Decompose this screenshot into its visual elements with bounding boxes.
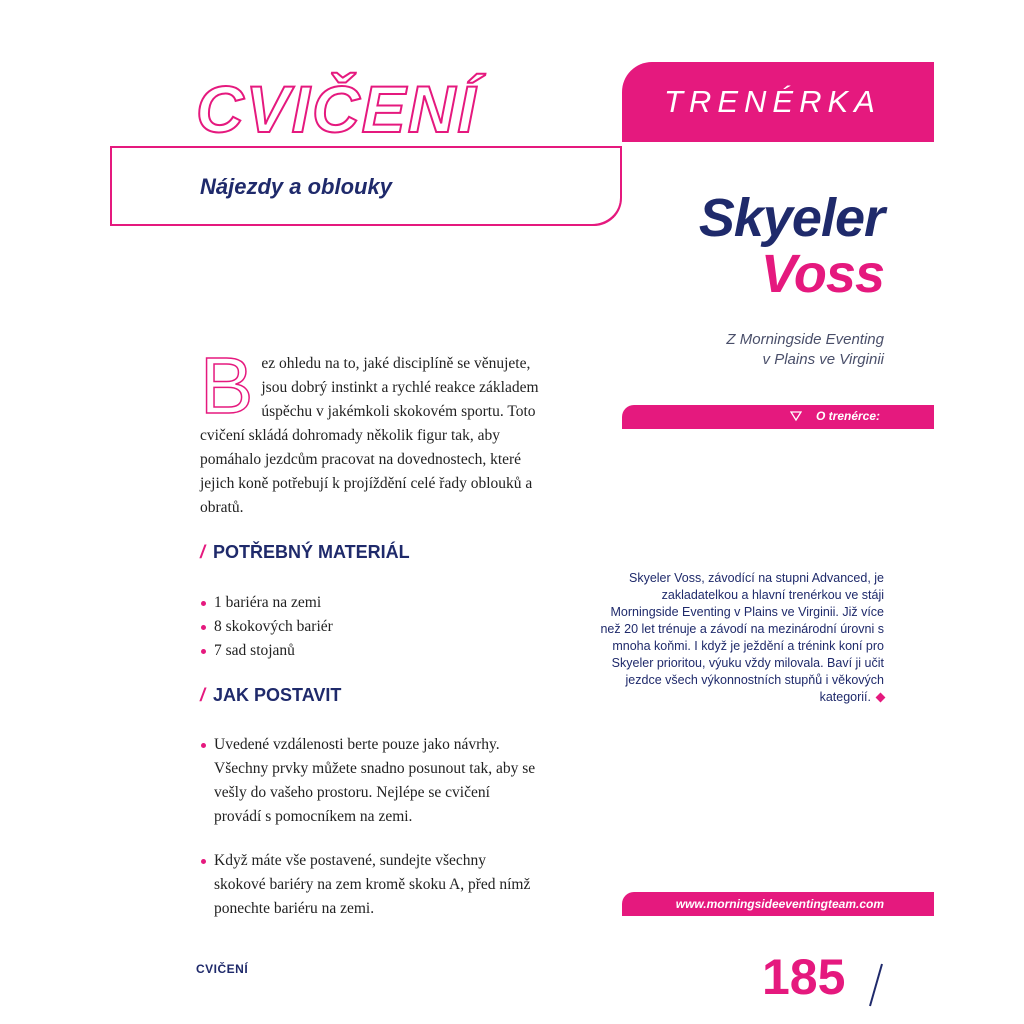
trainer-bio <box>594 570 884 706</box>
list-item: 8 skokových bariér <box>200 615 333 639</box>
triangle-down-icon <box>790 410 802 422</box>
list-item: Uvedené vzdálenosti berte pouze jako návrhy. Všechny prvky můžete snadno posunout tak, aby se vešly do vašeho prostoru. Nejlépe se cvičení provádí s pomocníkem na zemi. <box>200 733 540 829</box>
list-item: 1 bariéra na zemi <box>200 591 333 615</box>
page-slash-icon <box>866 962 886 1008</box>
heading-slash-icon: / <box>200 542 206 562</box>
exercise-subtitle: Nájezdy a oblouky <box>200 174 392 199</box>
trainer-first-name: Skyeler <box>698 188 884 248</box>
footer-section-label: CVIČENÍ <box>196 962 249 976</box>
materials-title: POTŘEBNÝ MATERIÁL <box>213 542 410 562</box>
build-title: JAK POSTAVIT <box>213 685 342 705</box>
trainer-name <box>699 190 884 302</box>
trainer-tab <box>622 62 934 142</box>
heading-slash-icon: / <box>200 685 206 705</box>
trainer-origin-line1: Z Morningside Eventing <box>726 331 884 348</box>
drop-cap: B <box>200 341 254 430</box>
trainer-bio-text: Skyeler Voss, závodící na stupni Advanced, je zakladatelkou a hlavní trenérkou ve stáji Morningside Eventing v Plains ve Virginii. Již více než 20 let trénuje a závodí na mezinárodní úrovni s mnoha koňmi. I když je ježdění a trénink koní pro Skyeler prioritou, výuku vždy milovala. Baví ji učit jezdce všech výkonnostních stupňů i věkových kategorií. <box>600 571 884 704</box>
about-trainer-bar <box>622 405 934 429</box>
end-diamond-icon <box>876 693 886 703</box>
about-trainer-label: O trenérce: <box>816 409 881 423</box>
list-item: 7 sad stojanů <box>200 639 333 663</box>
trainer-origin-line2: v Plains ve Virginii <box>762 351 884 368</box>
subtitle-frame <box>110 146 620 226</box>
build-heading <box>200 685 341 706</box>
trainer-origin <box>726 330 884 370</box>
intro-paragraph <box>200 341 540 520</box>
page-number: 185 <box>762 949 846 1005</box>
materials-heading <box>200 542 410 563</box>
intro-text: ez ohledu na to, jaké disciplíně se věnujete, jsou dobrý instinkt a rychlé reakce základem úspěchu v jakémkoli skokovém sportu. Toto cvičení skládá dohromady několik figur tak, aby pomáhalo jezdcům pracovat na dovednostech, které jejich koně potřebují k projíždění celé řady oblouků a obratů. <box>200 355 539 516</box>
section-title: CVIČENÍ <box>196 72 478 146</box>
materials-list <box>200 591 333 663</box>
build-list <box>200 733 540 941</box>
website-link[interactable]: www.morningsideeventingteam.com <box>675 897 884 911</box>
trainer-tab-label: TRENÉRKA <box>664 84 881 119</box>
trainer-last-name: Voss <box>760 244 884 304</box>
list-item: Když máte vše postavené, sundejte všechny skokové bariéry na zem kromě skoku A, před nímž ponechte bariéru na zemi. <box>200 849 540 921</box>
website-bar <box>622 892 934 916</box>
